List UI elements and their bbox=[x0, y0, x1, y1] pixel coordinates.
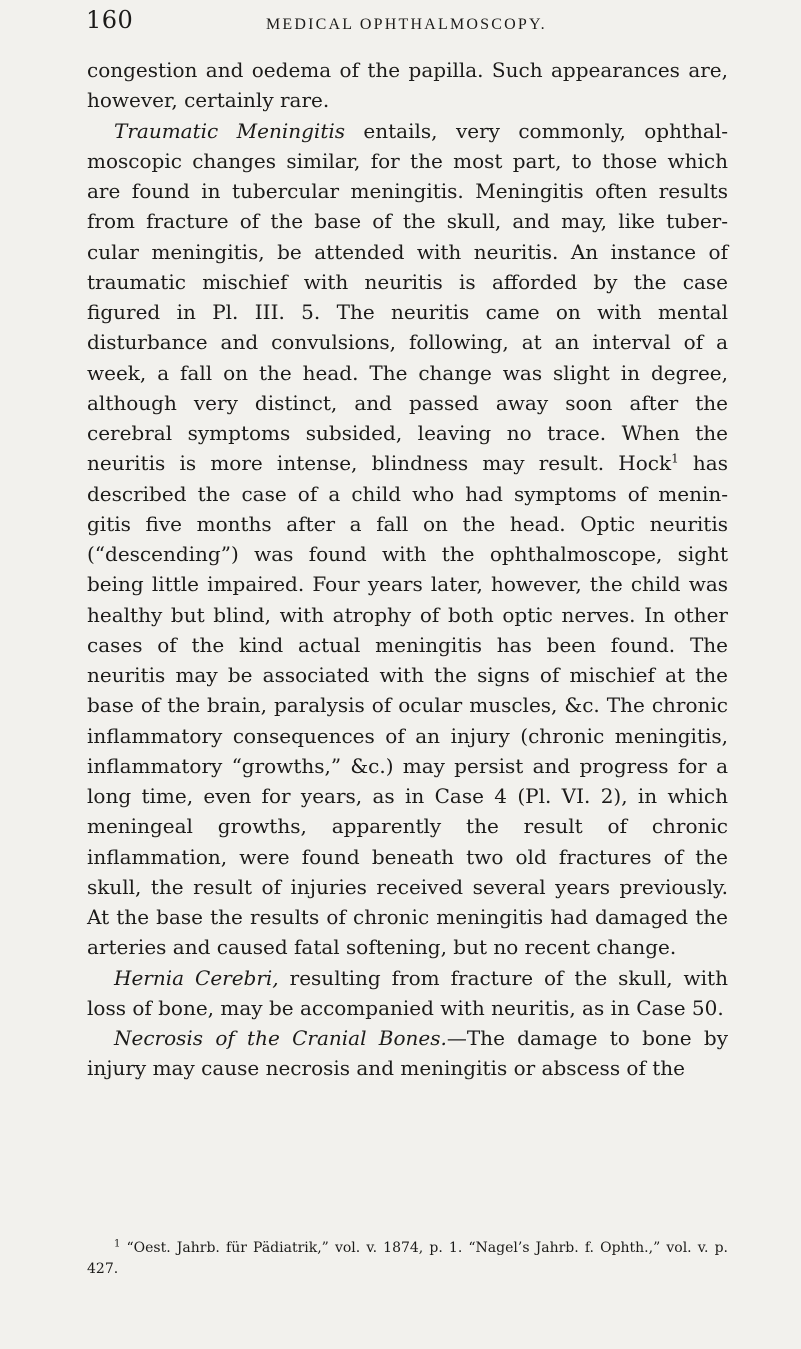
footnote-reference: 1 bbox=[671, 451, 679, 466]
page-number: 160 bbox=[86, 6, 134, 34]
section-heading-necrosis: Necrosis of the Cranial Bones. bbox=[114, 1026, 447, 1050]
paragraph-text: —The damage to bone by injury may cause necrosis and meningitis or abscess of the bbox=[87, 1026, 729, 1081]
footnote bbox=[87, 1238, 728, 1280]
footnotes bbox=[87, 1238, 728, 1280]
footnote-mark: 1 bbox=[114, 1238, 121, 1250]
running-title: MEDICAL OPHTHALMOSCOPY. bbox=[266, 16, 547, 33]
paragraph-text: entails, very commonly, ophthal- moscopic changes similar, for the most part, to those which are found in tubercular meningitis. Meningitis often results from fracture of the base of the skull, and may, like tuber- cular meningitis, be attended with neuritis. An instance of traumatic mischief with neuritis is afforded by the case figured in Pl. III. 5. The neuritis came on with mental disturbance and convulsions, following, at an interval of a week, a fall on the head. The change was slight in degree, although very distinct, and passed away soon after the cerebral symptoms subsided, leaving no trace. When the neuritis is more intense, blindness may result. Hock bbox=[87, 118, 728, 476]
footnote-text: “Oest. Jahrb. für Pädiatrik,” vol. v. 1874, p. 1. “Nagel’s Jahrb. f. Ophth.,” vol. v. p. 427. bbox=[87, 1240, 728, 1277]
paragraph-necrosis bbox=[87, 1023, 728, 1084]
paragraph-text: congestion and oedema of the papilla. Such appearances are, however, certainly rare. bbox=[87, 58, 728, 113]
section-heading-traumatic-meningitis: Traumatic Meningitis bbox=[114, 118, 346, 143]
paragraph-text: resulting from fracture of the skull, with loss of bone, may be accompanied with neuritis, as in Case 50. bbox=[87, 965, 728, 1020]
section-heading-hernia-cerebri: Hernia Cerebri, bbox=[114, 965, 279, 990]
running-head bbox=[86, 6, 726, 46]
paragraph-text-continued: has described the case of a child who had symptoms of menin- gitis five months after a fall on the head. Optic neuritis (“descending”) was found with the ophthalmoscope, sight being little impaired. Four years later, however, the child was healthy but blind, with atrophy of both optic nerves. In other cases of the kind actual meningitis has been found. The neuritis may be associated with the signs of mischief at the base of the brain, paralysis of ocular muscles, &c. The chronic inflammatory consequences of an injury (chronic meningitis, inflammatory “growths,” &c.) may persist and progress for a long time, even for years, as in Case 4 (Pl. VI. 2), in which meningeal growths, apparently the result of chronic inflammation, were found beneath two old fractures of the skull, the result of injuries received several years previously. At the base the results of chronic meningitis had damaged the arteries and caused fatal softening, but no recent change. bbox=[87, 451, 728, 960]
paragraph-congestion bbox=[87, 55, 728, 116]
body-text bbox=[87, 55, 728, 1084]
paragraph-hernia-cerebri bbox=[87, 963, 728, 1024]
paragraph-traumatic-meningitis bbox=[87, 116, 728, 963]
